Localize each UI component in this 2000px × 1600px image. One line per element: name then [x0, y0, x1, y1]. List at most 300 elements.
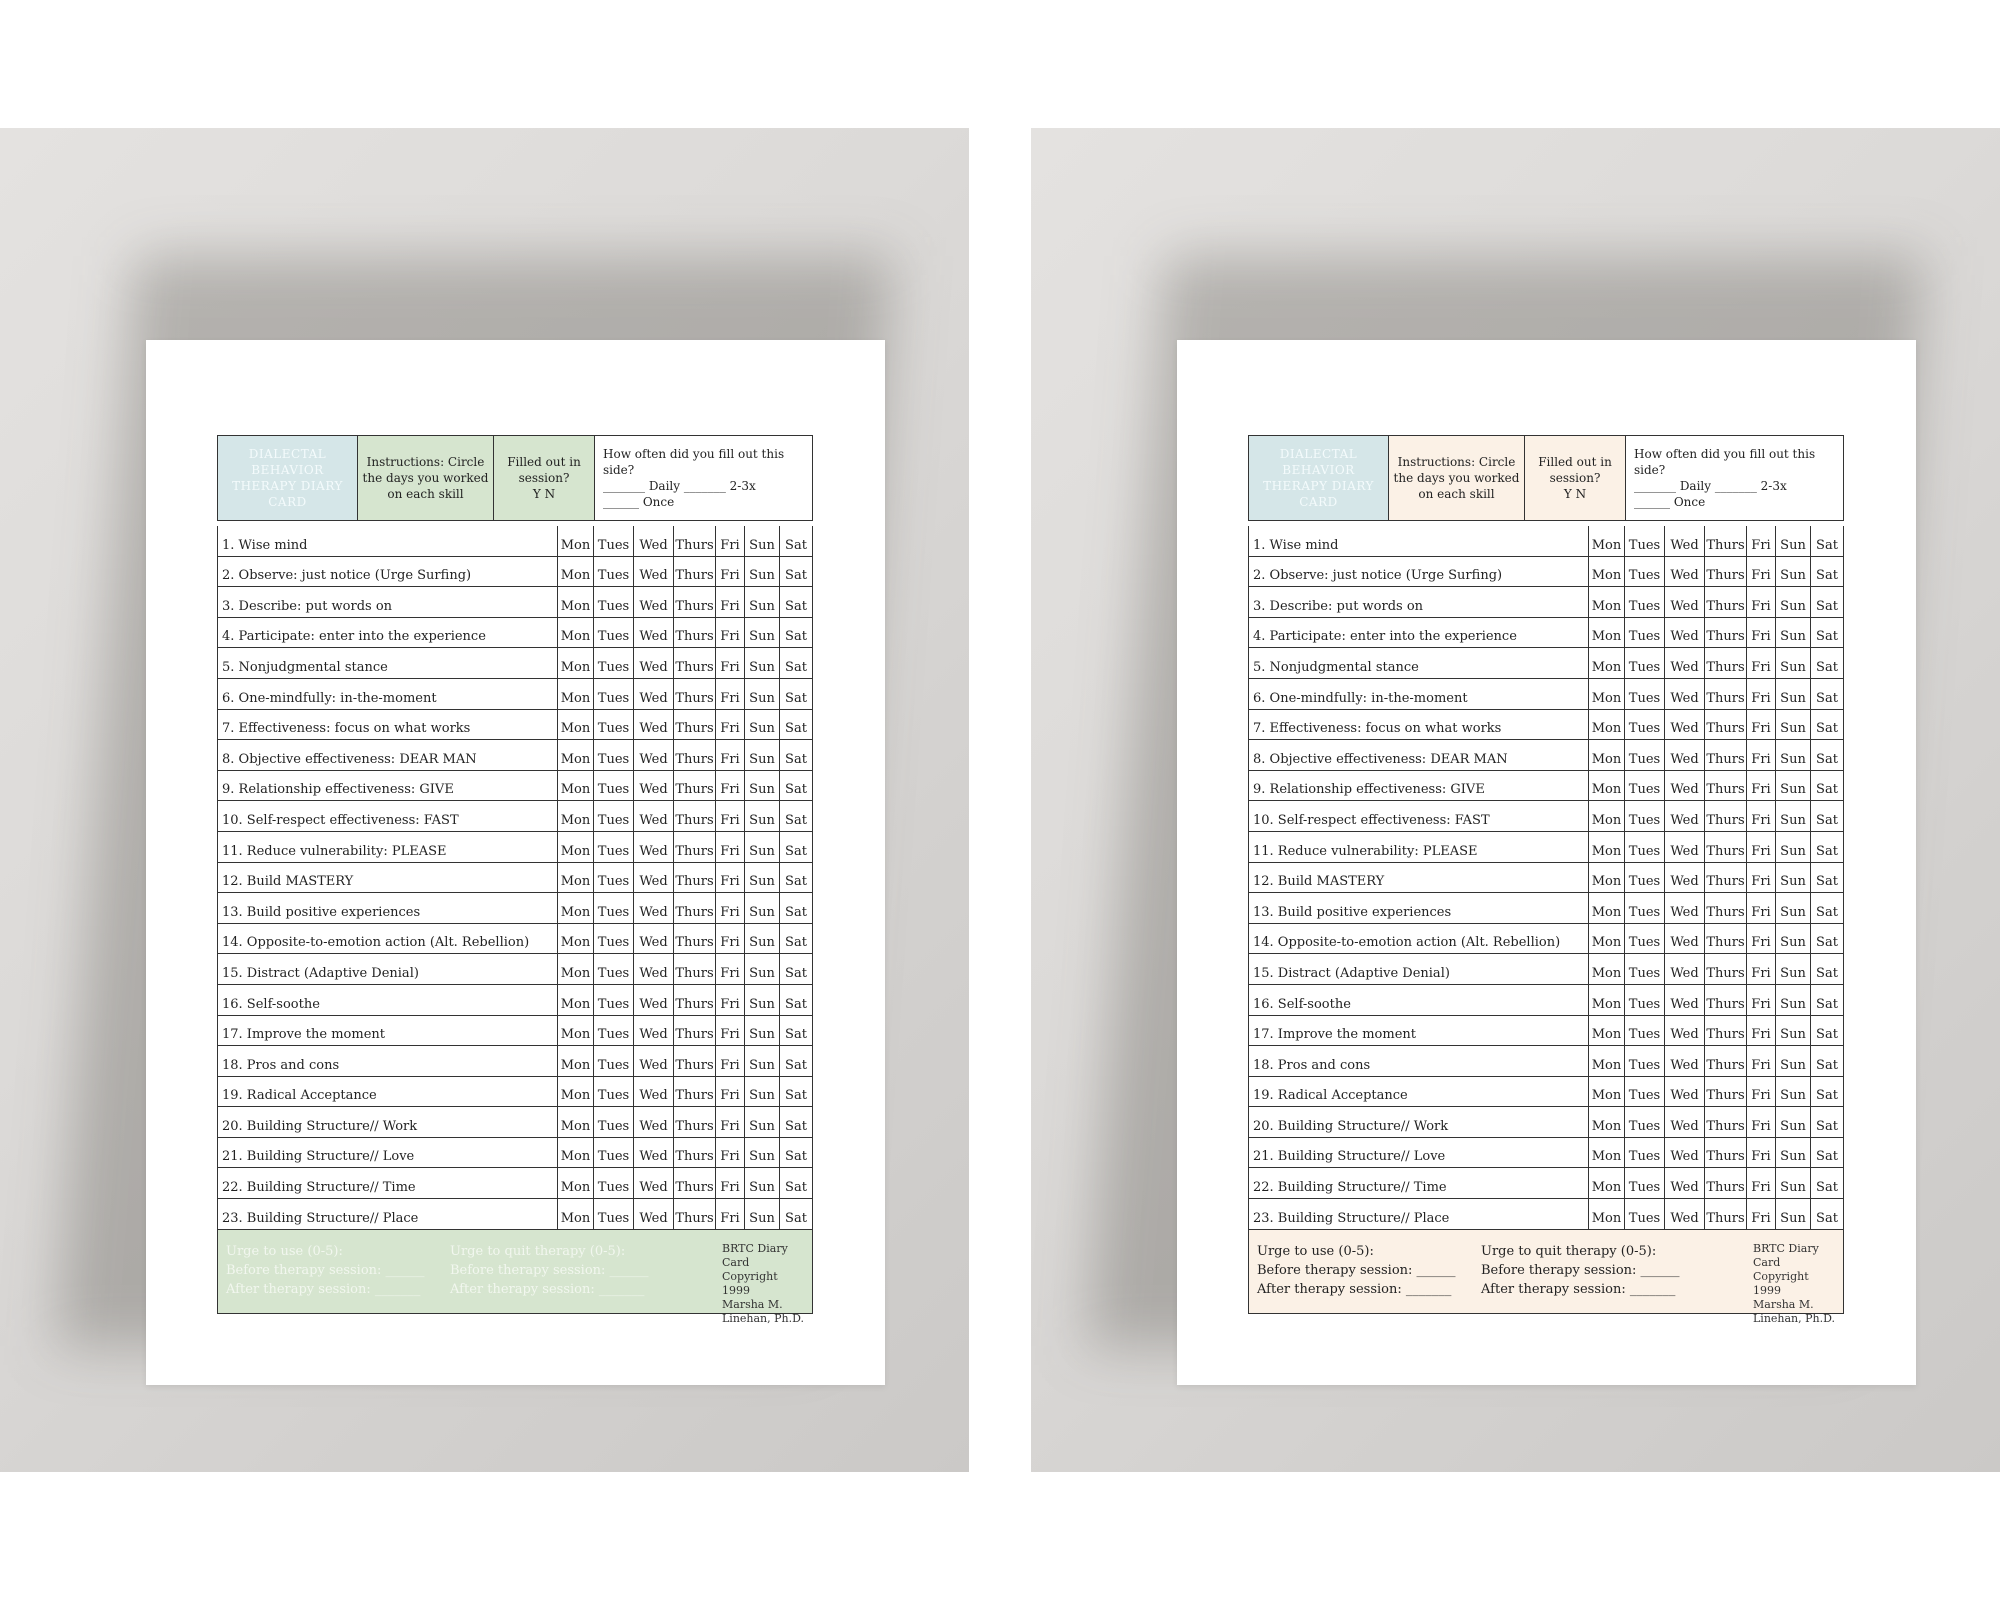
- day-cell-fri[interactable]: Fri: [1747, 1199, 1776, 1229]
- day-cell-thurs[interactable]: Thurs: [674, 1016, 716, 1046]
- day-cell-sun[interactable]: Sun: [745, 985, 780, 1015]
- day-cell-sun[interactable]: Sun: [745, 618, 780, 648]
- day-cell-thurs[interactable]: Thurs: [1705, 740, 1747, 770]
- day-cell-fri[interactable]: Fri: [716, 954, 745, 984]
- day-cell-fri[interactable]: Fri: [1747, 771, 1776, 801]
- day-cell-tues[interactable]: Tues: [1625, 1016, 1665, 1046]
- day-cell-tues[interactable]: Tues: [594, 954, 634, 984]
- day-cell-thurs[interactable]: Thurs: [674, 1046, 716, 1076]
- day-cell-thurs[interactable]: Thurs: [674, 679, 716, 709]
- day-cell-fri[interactable]: Fri: [1747, 1046, 1776, 1076]
- day-cell-sun[interactable]: Sun: [1776, 893, 1811, 923]
- day-cell-tues[interactable]: Tues: [1625, 1199, 1665, 1229]
- day-cell-mon[interactable]: Mon: [558, 1077, 594, 1107]
- day-cell-sat[interactable]: Sat: [785, 843, 807, 859]
- day-cell-thurs[interactable]: Thurs: [674, 587, 716, 617]
- day-cell-tues[interactable]: Tues: [1625, 1168, 1665, 1198]
- day-cell-fri[interactable]: Fri: [716, 1016, 745, 1046]
- day-cell-mon[interactable]: Mon: [558, 1199, 594, 1229]
- day-cell-tues[interactable]: Tues: [594, 893, 634, 923]
- day-cell-wed[interactable]: Wed: [1665, 1046, 1705, 1076]
- day-cell-sun[interactable]: Sun: [1776, 618, 1811, 648]
- day-cell-sat[interactable]: Sat: [1816, 1088, 1838, 1104]
- day-cell-tues[interactable]: Tues: [594, 985, 634, 1015]
- day-cell-fri[interactable]: Fri: [1747, 832, 1776, 862]
- day-cell-sun[interactable]: Sun: [1776, 771, 1811, 801]
- day-cell-tues[interactable]: Tues: [1625, 801, 1665, 831]
- day-cell-sat[interactable]: Sat: [785, 659, 807, 675]
- day-cell-thurs[interactable]: Thurs: [674, 924, 716, 954]
- day-cell-fri[interactable]: Fri: [716, 618, 745, 648]
- day-cell-tues[interactable]: Tues: [594, 587, 634, 617]
- day-cell-sat[interactable]: Sat: [785, 874, 807, 890]
- day-cell-wed[interactable]: Wed: [634, 924, 674, 954]
- day-cell-tues[interactable]: Tues: [594, 832, 634, 862]
- day-cell-mon[interactable]: Mon: [1589, 618, 1625, 648]
- day-cell-wed[interactable]: Wed: [1665, 954, 1705, 984]
- day-cell-sun[interactable]: Sun: [745, 1107, 780, 1137]
- day-cell-fri[interactable]: Fri: [716, 893, 745, 923]
- day-cell-thurs[interactable]: Thurs: [1705, 924, 1747, 954]
- day-cell-mon[interactable]: Mon: [558, 618, 594, 648]
- day-cell-mon[interactable]: Mon: [1589, 893, 1625, 923]
- day-cell-thurs[interactable]: Thurs: [674, 1138, 716, 1168]
- day-cell-fri[interactable]: Fri: [1747, 618, 1776, 648]
- day-cell-tues[interactable]: Tues: [594, 863, 634, 893]
- day-cell-mon[interactable]: Mon: [1589, 863, 1625, 893]
- day-cell-wed[interactable]: Wed: [1665, 1016, 1705, 1046]
- day-cell-mon[interactable]: Mon: [1589, 526, 1625, 556]
- day-cell-fri[interactable]: Fri: [716, 832, 745, 862]
- day-cell-mon[interactable]: Mon: [1589, 557, 1625, 587]
- day-cell-sat[interactable]: Sat: [1816, 568, 1838, 584]
- day-cell-wed[interactable]: Wed: [634, 1107, 674, 1137]
- day-cell-mon[interactable]: Mon: [558, 924, 594, 954]
- day-cell-mon[interactable]: Mon: [558, 1138, 594, 1168]
- day-cell-sat[interactable]: Sat: [1816, 537, 1838, 553]
- day-cell-fri[interactable]: Fri: [1747, 710, 1776, 740]
- day-cell-sun[interactable]: Sun: [745, 771, 780, 801]
- day-cell-fri[interactable]: Fri: [1747, 1107, 1776, 1137]
- day-cell-tues[interactable]: Tues: [1625, 740, 1665, 770]
- day-cell-sat[interactable]: Sat: [1816, 690, 1838, 706]
- day-cell-fri[interactable]: Fri: [716, 648, 745, 678]
- day-cell-fri[interactable]: Fri: [716, 1107, 745, 1137]
- day-cell-sun[interactable]: Sun: [745, 832, 780, 862]
- day-cell-wed[interactable]: Wed: [1665, 771, 1705, 801]
- day-cell-sat[interactable]: Sat: [785, 568, 807, 584]
- day-cell-tues[interactable]: Tues: [594, 1199, 634, 1229]
- day-cell-sat[interactable]: Sat: [1816, 904, 1838, 920]
- day-cell-sat[interactable]: Sat: [785, 1149, 807, 1165]
- day-cell-tues[interactable]: Tues: [1625, 985, 1665, 1015]
- day-cell-sat[interactable]: Sat: [785, 629, 807, 645]
- day-cell-fri[interactable]: Fri: [716, 801, 745, 831]
- day-cell-wed[interactable]: Wed: [1665, 893, 1705, 923]
- day-cell-thurs[interactable]: Thurs: [674, 954, 716, 984]
- day-cell-sat[interactable]: Sat: [1816, 598, 1838, 614]
- day-cell-fri[interactable]: Fri: [1747, 1138, 1776, 1168]
- day-cell-thurs[interactable]: Thurs: [674, 771, 716, 801]
- day-cell-tues[interactable]: Tues: [594, 679, 634, 709]
- day-cell-tues[interactable]: Tues: [594, 771, 634, 801]
- day-cell-mon[interactable]: Mon: [558, 557, 594, 587]
- day-cell-sat[interactable]: Sat: [1816, 843, 1838, 859]
- day-cell-sun[interactable]: Sun: [745, 1077, 780, 1107]
- day-cell-wed[interactable]: Wed: [634, 587, 674, 617]
- day-cell-tues[interactable]: Tues: [594, 557, 634, 587]
- day-cell-mon[interactable]: Mon: [558, 985, 594, 1015]
- day-cell-sun[interactable]: Sun: [745, 924, 780, 954]
- day-cell-thurs[interactable]: Thurs: [674, 710, 716, 740]
- day-cell-fri[interactable]: Fri: [1747, 557, 1776, 587]
- day-cell-thurs[interactable]: Thurs: [1705, 679, 1747, 709]
- day-cell-sun[interactable]: Sun: [745, 893, 780, 923]
- day-cell-fri[interactable]: Fri: [1747, 801, 1776, 831]
- day-cell-sun[interactable]: Sun: [745, 587, 780, 617]
- day-cell-fri[interactable]: Fri: [1747, 924, 1776, 954]
- day-cell-fri[interactable]: Fri: [1747, 648, 1776, 678]
- day-cell-sat[interactable]: Sat: [785, 1180, 807, 1196]
- day-cell-thurs[interactable]: Thurs: [1705, 618, 1747, 648]
- day-cell-thurs[interactable]: Thurs: [1705, 954, 1747, 984]
- day-cell-tues[interactable]: Tues: [1625, 1046, 1665, 1076]
- day-cell-wed[interactable]: Wed: [634, 1016, 674, 1046]
- day-cell-sat[interactable]: Sat: [785, 965, 807, 981]
- day-cell-wed[interactable]: Wed: [634, 801, 674, 831]
- day-cell-sun[interactable]: Sun: [745, 710, 780, 740]
- day-cell-wed[interactable]: Wed: [1665, 1168, 1705, 1198]
- day-cell-fri[interactable]: Fri: [716, 740, 745, 770]
- day-cell-sat[interactable]: Sat: [785, 1027, 807, 1043]
- day-cell-wed[interactable]: Wed: [1665, 1199, 1705, 1229]
- day-cell-mon[interactable]: Mon: [1589, 710, 1625, 740]
- day-cell-wed[interactable]: Wed: [634, 557, 674, 587]
- day-cell-thurs[interactable]: Thurs: [674, 648, 716, 678]
- day-cell-wed[interactable]: Wed: [634, 771, 674, 801]
- day-cell-wed[interactable]: Wed: [634, 648, 674, 678]
- day-cell-tues[interactable]: Tues: [594, 648, 634, 678]
- day-cell-tues[interactable]: Tues: [594, 801, 634, 831]
- day-cell-sun[interactable]: Sun: [1776, 710, 1811, 740]
- day-cell-sun[interactable]: Sun: [1776, 740, 1811, 770]
- day-cell-sat[interactable]: Sat: [785, 1210, 807, 1226]
- day-cell-mon[interactable]: Mon: [1589, 1016, 1625, 1046]
- day-cell-sat[interactable]: Sat: [1816, 1057, 1838, 1073]
- day-cell-mon[interactable]: Mon: [558, 1016, 594, 1046]
- day-cell-sat[interactable]: Sat: [1816, 1118, 1838, 1134]
- day-cell-mon[interactable]: Mon: [1589, 1107, 1625, 1137]
- day-cell-sun[interactable]: Sun: [745, 801, 780, 831]
- day-cell-thurs[interactable]: Thurs: [1705, 863, 1747, 893]
- day-cell-sat[interactable]: Sat: [1816, 629, 1838, 645]
- day-cell-mon[interactable]: Mon: [1589, 1199, 1625, 1229]
- day-cell-sun[interactable]: Sun: [745, 679, 780, 709]
- day-cell-tues[interactable]: Tues: [1625, 1077, 1665, 1107]
- day-cell-mon[interactable]: Mon: [1589, 587, 1625, 617]
- day-cell-sat[interactable]: Sat: [1816, 965, 1838, 981]
- day-cell-sun[interactable]: Sun: [1776, 801, 1811, 831]
- day-cell-sat[interactable]: Sat: [785, 1118, 807, 1134]
- day-cell-thurs[interactable]: Thurs: [1705, 526, 1747, 556]
- day-cell-fri[interactable]: Fri: [1747, 985, 1776, 1015]
- day-cell-fri[interactable]: Fri: [716, 1077, 745, 1107]
- day-cell-thurs[interactable]: Thurs: [674, 740, 716, 770]
- day-cell-sun[interactable]: Sun: [1776, 648, 1811, 678]
- day-cell-tues[interactable]: Tues: [1625, 1107, 1665, 1137]
- day-cell-wed[interactable]: Wed: [1665, 985, 1705, 1015]
- day-cell-wed[interactable]: Wed: [634, 679, 674, 709]
- day-cell-thurs[interactable]: Thurs: [674, 1077, 716, 1107]
- day-cell-wed[interactable]: Wed: [1665, 863, 1705, 893]
- day-cell-thurs[interactable]: Thurs: [1705, 1046, 1747, 1076]
- day-cell-sun[interactable]: Sun: [1776, 985, 1811, 1015]
- day-cell-tues[interactable]: Tues: [594, 710, 634, 740]
- day-cell-sun[interactable]: Sun: [745, 648, 780, 678]
- day-cell-fri[interactable]: Fri: [716, 526, 745, 556]
- day-cell-sun[interactable]: Sun: [1776, 679, 1811, 709]
- day-cell-wed[interactable]: Wed: [1665, 710, 1705, 740]
- day-cell-wed[interactable]: Wed: [1665, 618, 1705, 648]
- day-cell-tues[interactable]: Tues: [594, 526, 634, 556]
- day-cell-tues[interactable]: Tues: [1625, 954, 1665, 984]
- day-cell-wed[interactable]: Wed: [634, 618, 674, 648]
- day-cell-fri[interactable]: Fri: [716, 924, 745, 954]
- day-cell-wed[interactable]: Wed: [634, 954, 674, 984]
- day-cell-wed[interactable]: Wed: [634, 1077, 674, 1107]
- day-cell-mon[interactable]: Mon: [558, 710, 594, 740]
- day-cell-mon[interactable]: Mon: [558, 679, 594, 709]
- day-cell-mon[interactable]: Mon: [1589, 1138, 1625, 1168]
- day-cell-sat[interactable]: Sat: [785, 721, 807, 737]
- day-cell-tues[interactable]: Tues: [1625, 710, 1665, 740]
- day-cell-sun[interactable]: Sun: [1776, 587, 1811, 617]
- day-cell-tues[interactable]: Tues: [1625, 771, 1665, 801]
- day-cell-mon[interactable]: Mon: [1589, 801, 1625, 831]
- day-cell-tues[interactable]: Tues: [1625, 832, 1665, 862]
- day-cell-mon[interactable]: Mon: [1589, 924, 1625, 954]
- day-cell-wed[interactable]: Wed: [1665, 587, 1705, 617]
- day-cell-tues[interactable]: Tues: [594, 1016, 634, 1046]
- day-cell-sun[interactable]: Sun: [1776, 526, 1811, 556]
- day-cell-tues[interactable]: Tues: [594, 1107, 634, 1137]
- day-cell-thurs[interactable]: Thurs: [1705, 710, 1747, 740]
- day-cell-mon[interactable]: Mon: [1589, 679, 1625, 709]
- day-cell-mon[interactable]: Mon: [558, 1046, 594, 1076]
- day-cell-sun[interactable]: Sun: [1776, 1016, 1811, 1046]
- day-cell-mon[interactable]: Mon: [1589, 648, 1625, 678]
- day-cell-thurs[interactable]: Thurs: [1705, 648, 1747, 678]
- day-cell-fri[interactable]: Fri: [716, 863, 745, 893]
- day-cell-sun[interactable]: Sun: [745, 1199, 780, 1229]
- day-cell-sat[interactable]: Sat: [1816, 721, 1838, 737]
- day-cell-thurs[interactable]: Thurs: [674, 618, 716, 648]
- day-cell-fri[interactable]: Fri: [1747, 587, 1776, 617]
- day-cell-tues[interactable]: Tues: [1625, 679, 1665, 709]
- day-cell-sun[interactable]: Sun: [745, 740, 780, 770]
- day-cell-mon[interactable]: Mon: [1589, 1046, 1625, 1076]
- day-cell-fri[interactable]: Fri: [716, 557, 745, 587]
- day-cell-thurs[interactable]: Thurs: [1705, 587, 1747, 617]
- day-cell-mon[interactable]: Mon: [558, 1107, 594, 1137]
- day-cell-sun[interactable]: Sun: [745, 1016, 780, 1046]
- day-cell-sat[interactable]: Sat: [785, 812, 807, 828]
- day-cell-thurs[interactable]: Thurs: [674, 801, 716, 831]
- day-cell-mon[interactable]: Mon: [558, 648, 594, 678]
- day-cell-wed[interactable]: Wed: [1665, 557, 1705, 587]
- day-cell-sun[interactable]: Sun: [1776, 1077, 1811, 1107]
- day-cell-sun[interactable]: Sun: [745, 557, 780, 587]
- day-cell-tues[interactable]: Tues: [1625, 526, 1665, 556]
- day-cell-sun[interactable]: Sun: [1776, 1046, 1811, 1076]
- day-cell-wed[interactable]: Wed: [634, 1168, 674, 1198]
- day-cell-fri[interactable]: Fri: [716, 771, 745, 801]
- day-cell-thurs[interactable]: Thurs: [674, 526, 716, 556]
- day-cell-tues[interactable]: Tues: [1625, 924, 1665, 954]
- day-cell-fri[interactable]: Fri: [716, 587, 745, 617]
- day-cell-mon[interactable]: Mon: [558, 893, 594, 923]
- day-cell-mon[interactable]: Mon: [1589, 954, 1625, 984]
- day-cell-sat[interactable]: Sat: [1816, 751, 1838, 767]
- day-cell-sun[interactable]: Sun: [745, 1168, 780, 1198]
- day-cell-fri[interactable]: Fri: [716, 679, 745, 709]
- day-cell-sat[interactable]: Sat: [1816, 1149, 1838, 1165]
- day-cell-fri[interactable]: Fri: [1747, 863, 1776, 893]
- day-cell-sat[interactable]: Sat: [1816, 996, 1838, 1012]
- day-cell-fri[interactable]: Fri: [1747, 1077, 1776, 1107]
- day-cell-tues[interactable]: Tues: [594, 924, 634, 954]
- day-cell-mon[interactable]: Mon: [558, 863, 594, 893]
- day-cell-sat[interactable]: Sat: [1816, 935, 1838, 951]
- day-cell-thurs[interactable]: Thurs: [1705, 1016, 1747, 1046]
- day-cell-sun[interactable]: Sun: [1776, 1199, 1811, 1229]
- day-cell-sat[interactable]: Sat: [785, 537, 807, 553]
- day-cell-tues[interactable]: Tues: [1625, 893, 1665, 923]
- day-cell-sun[interactable]: Sun: [1776, 1138, 1811, 1168]
- day-cell-wed[interactable]: Wed: [1665, 1077, 1705, 1107]
- day-cell-thurs[interactable]: Thurs: [674, 832, 716, 862]
- day-cell-sat[interactable]: Sat: [785, 1088, 807, 1104]
- day-cell-thurs[interactable]: Thurs: [1705, 1077, 1747, 1107]
- day-cell-thurs[interactable]: Thurs: [1705, 893, 1747, 923]
- day-cell-wed[interactable]: Wed: [1665, 679, 1705, 709]
- day-cell-sun[interactable]: Sun: [1776, 1168, 1811, 1198]
- day-cell-fri[interactable]: Fri: [716, 1168, 745, 1198]
- day-cell-fri[interactable]: Fri: [1747, 1016, 1776, 1046]
- day-cell-tues[interactable]: Tues: [1625, 557, 1665, 587]
- day-cell-mon[interactable]: Mon: [558, 526, 594, 556]
- day-cell-wed[interactable]: Wed: [1665, 1138, 1705, 1168]
- day-cell-tues[interactable]: Tues: [1625, 618, 1665, 648]
- day-cell-sun[interactable]: Sun: [745, 863, 780, 893]
- day-cell-mon[interactable]: Mon: [1589, 740, 1625, 770]
- day-cell-sun[interactable]: Sun: [1776, 863, 1811, 893]
- day-cell-tues[interactable]: Tues: [594, 1046, 634, 1076]
- day-cell-sat[interactable]: Sat: [1816, 1210, 1838, 1226]
- day-cell-thurs[interactable]: Thurs: [674, 1168, 716, 1198]
- day-cell-mon[interactable]: Mon: [1589, 771, 1625, 801]
- day-cell-thurs[interactable]: Thurs: [674, 1107, 716, 1137]
- day-cell-wed[interactable]: Wed: [1665, 526, 1705, 556]
- day-cell-thurs[interactable]: Thurs: [1705, 1138, 1747, 1168]
- day-cell-thurs[interactable]: Thurs: [674, 1199, 716, 1229]
- day-cell-thurs[interactable]: Thurs: [674, 557, 716, 587]
- day-cell-sat[interactable]: Sat: [1816, 874, 1838, 890]
- day-cell-fri[interactable]: Fri: [716, 1138, 745, 1168]
- day-cell-sun[interactable]: Sun: [745, 1138, 780, 1168]
- day-cell-sat[interactable]: Sat: [1816, 1180, 1838, 1196]
- day-cell-sun[interactable]: Sun: [1776, 1107, 1811, 1137]
- day-cell-fri[interactable]: Fri: [1747, 526, 1776, 556]
- day-cell-sun[interactable]: Sun: [1776, 924, 1811, 954]
- day-cell-mon[interactable]: Mon: [558, 740, 594, 770]
- day-cell-mon[interactable]: Mon: [1589, 832, 1625, 862]
- day-cell-tues[interactable]: Tues: [594, 1168, 634, 1198]
- day-cell-thurs[interactable]: Thurs: [1705, 557, 1747, 587]
- day-cell-tues[interactable]: Tues: [594, 740, 634, 770]
- day-cell-wed[interactable]: Wed: [634, 1138, 674, 1168]
- day-cell-thurs[interactable]: Thurs: [1705, 1168, 1747, 1198]
- day-cell-wed[interactable]: Wed: [634, 740, 674, 770]
- day-cell-sat[interactable]: Sat: [1816, 812, 1838, 828]
- day-cell-mon[interactable]: Mon: [1589, 1168, 1625, 1198]
- day-cell-thurs[interactable]: Thurs: [1705, 985, 1747, 1015]
- day-cell-wed[interactable]: Wed: [634, 863, 674, 893]
- day-cell-mon[interactable]: Mon: [558, 954, 594, 984]
- day-cell-fri[interactable]: Fri: [1747, 1168, 1776, 1198]
- day-cell-tues[interactable]: Tues: [1625, 648, 1665, 678]
- day-cell-sat[interactable]: Sat: [785, 751, 807, 767]
- day-cell-thurs[interactable]: Thurs: [1705, 1199, 1747, 1229]
- day-cell-wed[interactable]: Wed: [1665, 740, 1705, 770]
- day-cell-fri[interactable]: Fri: [1747, 740, 1776, 770]
- day-cell-sat[interactable]: Sat: [785, 598, 807, 614]
- day-cell-tues[interactable]: Tues: [594, 1077, 634, 1107]
- day-cell-thurs[interactable]: Thurs: [1705, 801, 1747, 831]
- day-cell-sat[interactable]: Sat: [1816, 1027, 1838, 1043]
- day-cell-wed[interactable]: Wed: [634, 893, 674, 923]
- day-cell-sat[interactable]: Sat: [785, 996, 807, 1012]
- day-cell-tues[interactable]: Tues: [1625, 587, 1665, 617]
- day-cell-wed[interactable]: Wed: [1665, 801, 1705, 831]
- day-cell-thurs[interactable]: Thurs: [674, 863, 716, 893]
- day-cell-sun[interactable]: Sun: [1776, 954, 1811, 984]
- day-cell-mon[interactable]: Mon: [558, 832, 594, 862]
- day-cell-tues[interactable]: Tues: [1625, 863, 1665, 893]
- day-cell-tues[interactable]: Tues: [594, 618, 634, 648]
- day-cell-mon[interactable]: Mon: [558, 1168, 594, 1198]
- day-cell-fri[interactable]: Fri: [716, 1199, 745, 1229]
- day-cell-wed[interactable]: Wed: [1665, 648, 1705, 678]
- day-cell-sat[interactable]: Sat: [785, 904, 807, 920]
- day-cell-wed[interactable]: Wed: [1665, 1107, 1705, 1137]
- day-cell-sat[interactable]: Sat: [1816, 659, 1838, 675]
- day-cell-wed[interactable]: Wed: [634, 1199, 674, 1229]
- day-cell-fri[interactable]: Fri: [716, 985, 745, 1015]
- day-cell-mon[interactable]: Mon: [558, 587, 594, 617]
- day-cell-sat[interactable]: Sat: [785, 1057, 807, 1073]
- day-cell-wed[interactable]: Wed: [634, 710, 674, 740]
- day-cell-mon[interactable]: Mon: [558, 771, 594, 801]
- day-cell-thurs[interactable]: Thurs: [1705, 832, 1747, 862]
- day-cell-sat[interactable]: Sat: [785, 782, 807, 798]
- day-cell-mon[interactable]: Mon: [1589, 985, 1625, 1015]
- day-cell-sun[interactable]: Sun: [1776, 557, 1811, 587]
- day-cell-sat[interactable]: Sat: [785, 935, 807, 951]
- day-cell-sat[interactable]: Sat: [1816, 782, 1838, 798]
- day-cell-thurs[interactable]: Thurs: [1705, 1107, 1747, 1137]
- day-cell-sun[interactable]: Sun: [745, 1046, 780, 1076]
